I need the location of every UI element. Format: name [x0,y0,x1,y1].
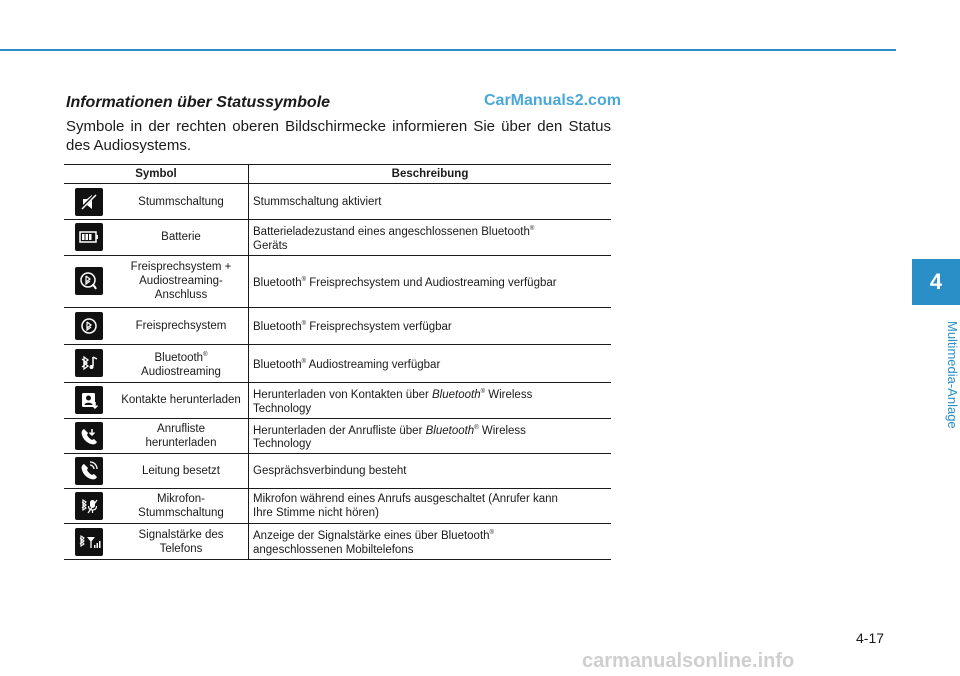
row-description: Bluetooth® Freisprechsystem verfügbar [249,307,612,344]
row-name: Bluetooth® Audiostreaming [114,344,249,382]
row-description: Stummschaltung aktiviert [249,184,612,220]
header-symbol: Symbol [64,165,249,184]
table-row [64,184,611,220]
contacts-download-icon [75,386,103,414]
row-description: Bluetooth® Freisprechsystem und Audiostreaming verfügbar [249,255,612,307]
row-description: Bluetooth® Audiostreaming verfügbar [249,344,612,382]
row-name: Signalstärke des Telefons [114,524,249,560]
row-name: Anrufliste herunterladen [114,418,249,454]
row-description: Herunterladen von Kontakten über Bluetooth® Wireless Technology [249,382,612,418]
row-name: Freisprechsystem + Audiostreaming- Anschluss [114,255,249,307]
handsfree-icon [75,312,103,340]
top-rule [0,49,896,51]
row-description: Mikrofon während eines Anrufs ausgeschaltet (Anrufer kann Ihre Stimme nicht hören) [249,489,612,524]
mute-icon [75,188,103,216]
table-row [64,418,611,454]
bluetooth-audio-icon [75,349,103,377]
mic-mute-icon [75,492,103,520]
watermark-bottom: carmanualsonline.info [582,650,795,672]
table-row [64,489,611,524]
table-row [64,524,611,560]
handsfree-audio-icon [75,267,103,295]
table-row [64,344,611,382]
call-active-icon [75,457,103,485]
table-row [64,220,611,256]
row-description: Herunterladen der Anrufliste über Bluetooth® Wireless Technology [249,418,612,454]
watermark-top: CarManuals2.com [484,92,621,109]
table-header-row [64,165,611,184]
row-name: Kontakte herunterladen [114,382,249,418]
row-description: Anzeige der Signalstärke eines über Bluetooth® angeschlossenen Mobiltelefons [249,524,612,560]
table-row [64,454,611,489]
battery-icon [75,223,103,251]
intro-paragraph: Symbole in der rechten oberen Bildschirmecke informieren Sie über den Status des Audiosystems. [66,118,611,154]
table-row [64,382,611,418]
row-name: Batterie [114,220,249,256]
chapter-number-tab: 4 [912,259,960,305]
row-name: Freisprechsystem [114,307,249,344]
status-symbols-table [64,164,611,560]
chapter-label: Multimedia-Anlage [945,321,960,429]
row-name: Stummschaltung [114,184,249,220]
calllog-download-icon [75,422,103,450]
row-name: Mikrofon- Stummschaltung [114,489,249,524]
table-row [64,307,611,344]
table-row [64,255,611,307]
row-name: Leitung besetzt [114,454,249,489]
row-description: Batterieladezustand eines angeschlossenen Bluetooth® Geräts [249,220,612,256]
header-description: Beschreibung [249,165,612,184]
section-title: Informationen über Statussymbole [66,94,331,111]
signal-strength-icon [75,528,103,556]
row-description: Gesprächsverbindung besteht [249,454,612,489]
page-number: 4-17 [856,630,885,646]
